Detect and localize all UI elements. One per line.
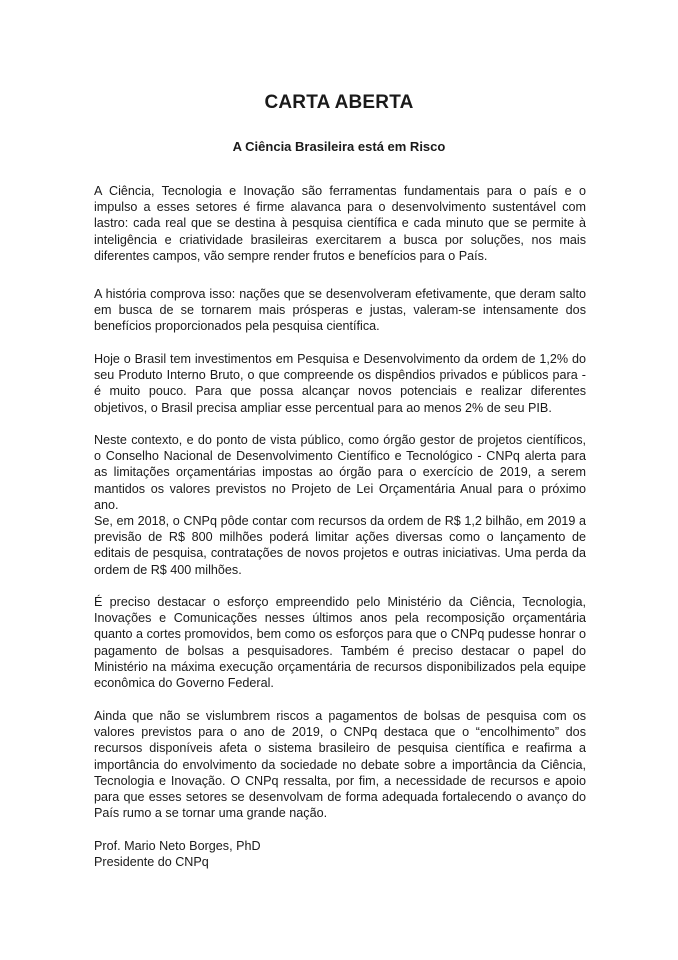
paragraph-7: Ainda que não se vislumbrem riscos a pagamentos de bolsas de pesquisa com os valores previstos para o ano de 2019, o CNPq destaca que o “encolhimento” dos recursos disponíveis afeta o sistema brasileiro de pesquisa científica e reafirma a importância do envolvimento da sociedade no debate sobre a importância da Ciência, Tecnologia e Inovação. O CNPq ressalta, por fim, a necessidade de recursos e apoio para que esses setores se desenvolvam de forma adequada fortalecendo o avanço do País rumo a se tornar uma grande nação.: [94, 709, 586, 821]
document-title: CARTA ABERTA: [264, 92, 414, 113]
signature-role: Presidente do CNPq: [94, 855, 209, 870]
paragraph-4: Neste contexto, e do ponto de vista público, como órgão gestor de projetos científicos, o Conselho Nacional de Desenvolvimento Científico e Tecnológico - CNPq alerta para as limitações orçamentárias impostas ao órgão para o exercício de 2019, a serem mantidos os valores previstos no Projeto de Lei Orçamentária Anual para o próximo ano.: [94, 433, 586, 512]
signature-name: Prof. Mario Neto Borges, PhD: [94, 839, 261, 853]
paragraph-5: Se, em 2018, o CNPq pôde contar com recursos da ordem de R$ 1,2 bilhão, em 2019 a previsão de R$ 800 milhões poderá limitar ações diversas como o lançamento de editais de pesquisa, contratações de novos projetos e outras iniciativas. Uma perda da ordem de R$ 400 milhões.: [94, 514, 586, 577]
document-subtitle: A Ciência Brasileira está em Risco: [232, 139, 446, 154]
paragraph-1: A Ciência, Tecnologia e Inovação são ferramentas fundamentais para o país e o impulso a esses setores é firme alavanca para o desenvolvimento sustentável com lastro: cada real que se destina à pesquisa científica e cada minuto que se permite à inteligência e criatividade brasileiras exercitarem a busca por soluções, nos mais diferentes campos, vão sempre render frutos e benefícios para o País.: [94, 184, 586, 263]
signature-block: [94, 838, 586, 870]
paragraph-6: É preciso destacar o esforço empreendido pelo Ministério da Ciência, Tecnologia, Inovações e Comunicações nesses últimos anos pela recomposição orçamentária quanto a cortes promovidos, bem como os esforços para que o CNPq pudesse honrar o pagamento de bolsas a pesquisadores. Também é preciso destacar o papel do Ministério na máxima execução orçamentária de recursos disponibilizados pela equipe econômica do Governo Federal.: [94, 595, 586, 691]
paragraph-3: Hoje o Brasil tem investimentos em Pesquisa e Desenvolvimento da ordem de 1,2% do seu Produto Interno Bruto, o que compreende os dispêndios privados e públicos para - é muito pouco. Para que possa alcançar novos potenciais e realizar diferentes objetivos, o Brasil precisa ampliar esse percentual para ao menos 2% de seu PIB.: [94, 352, 586, 415]
paragraph-2: A história comprova isso: nações que se desenvolveram efetivamente, que deram salto em busca de se tornarem mais prósperas e justas, valeram-se intensamente dos benefícios proporcionados pela pesquisa científica.: [94, 287, 586, 334]
